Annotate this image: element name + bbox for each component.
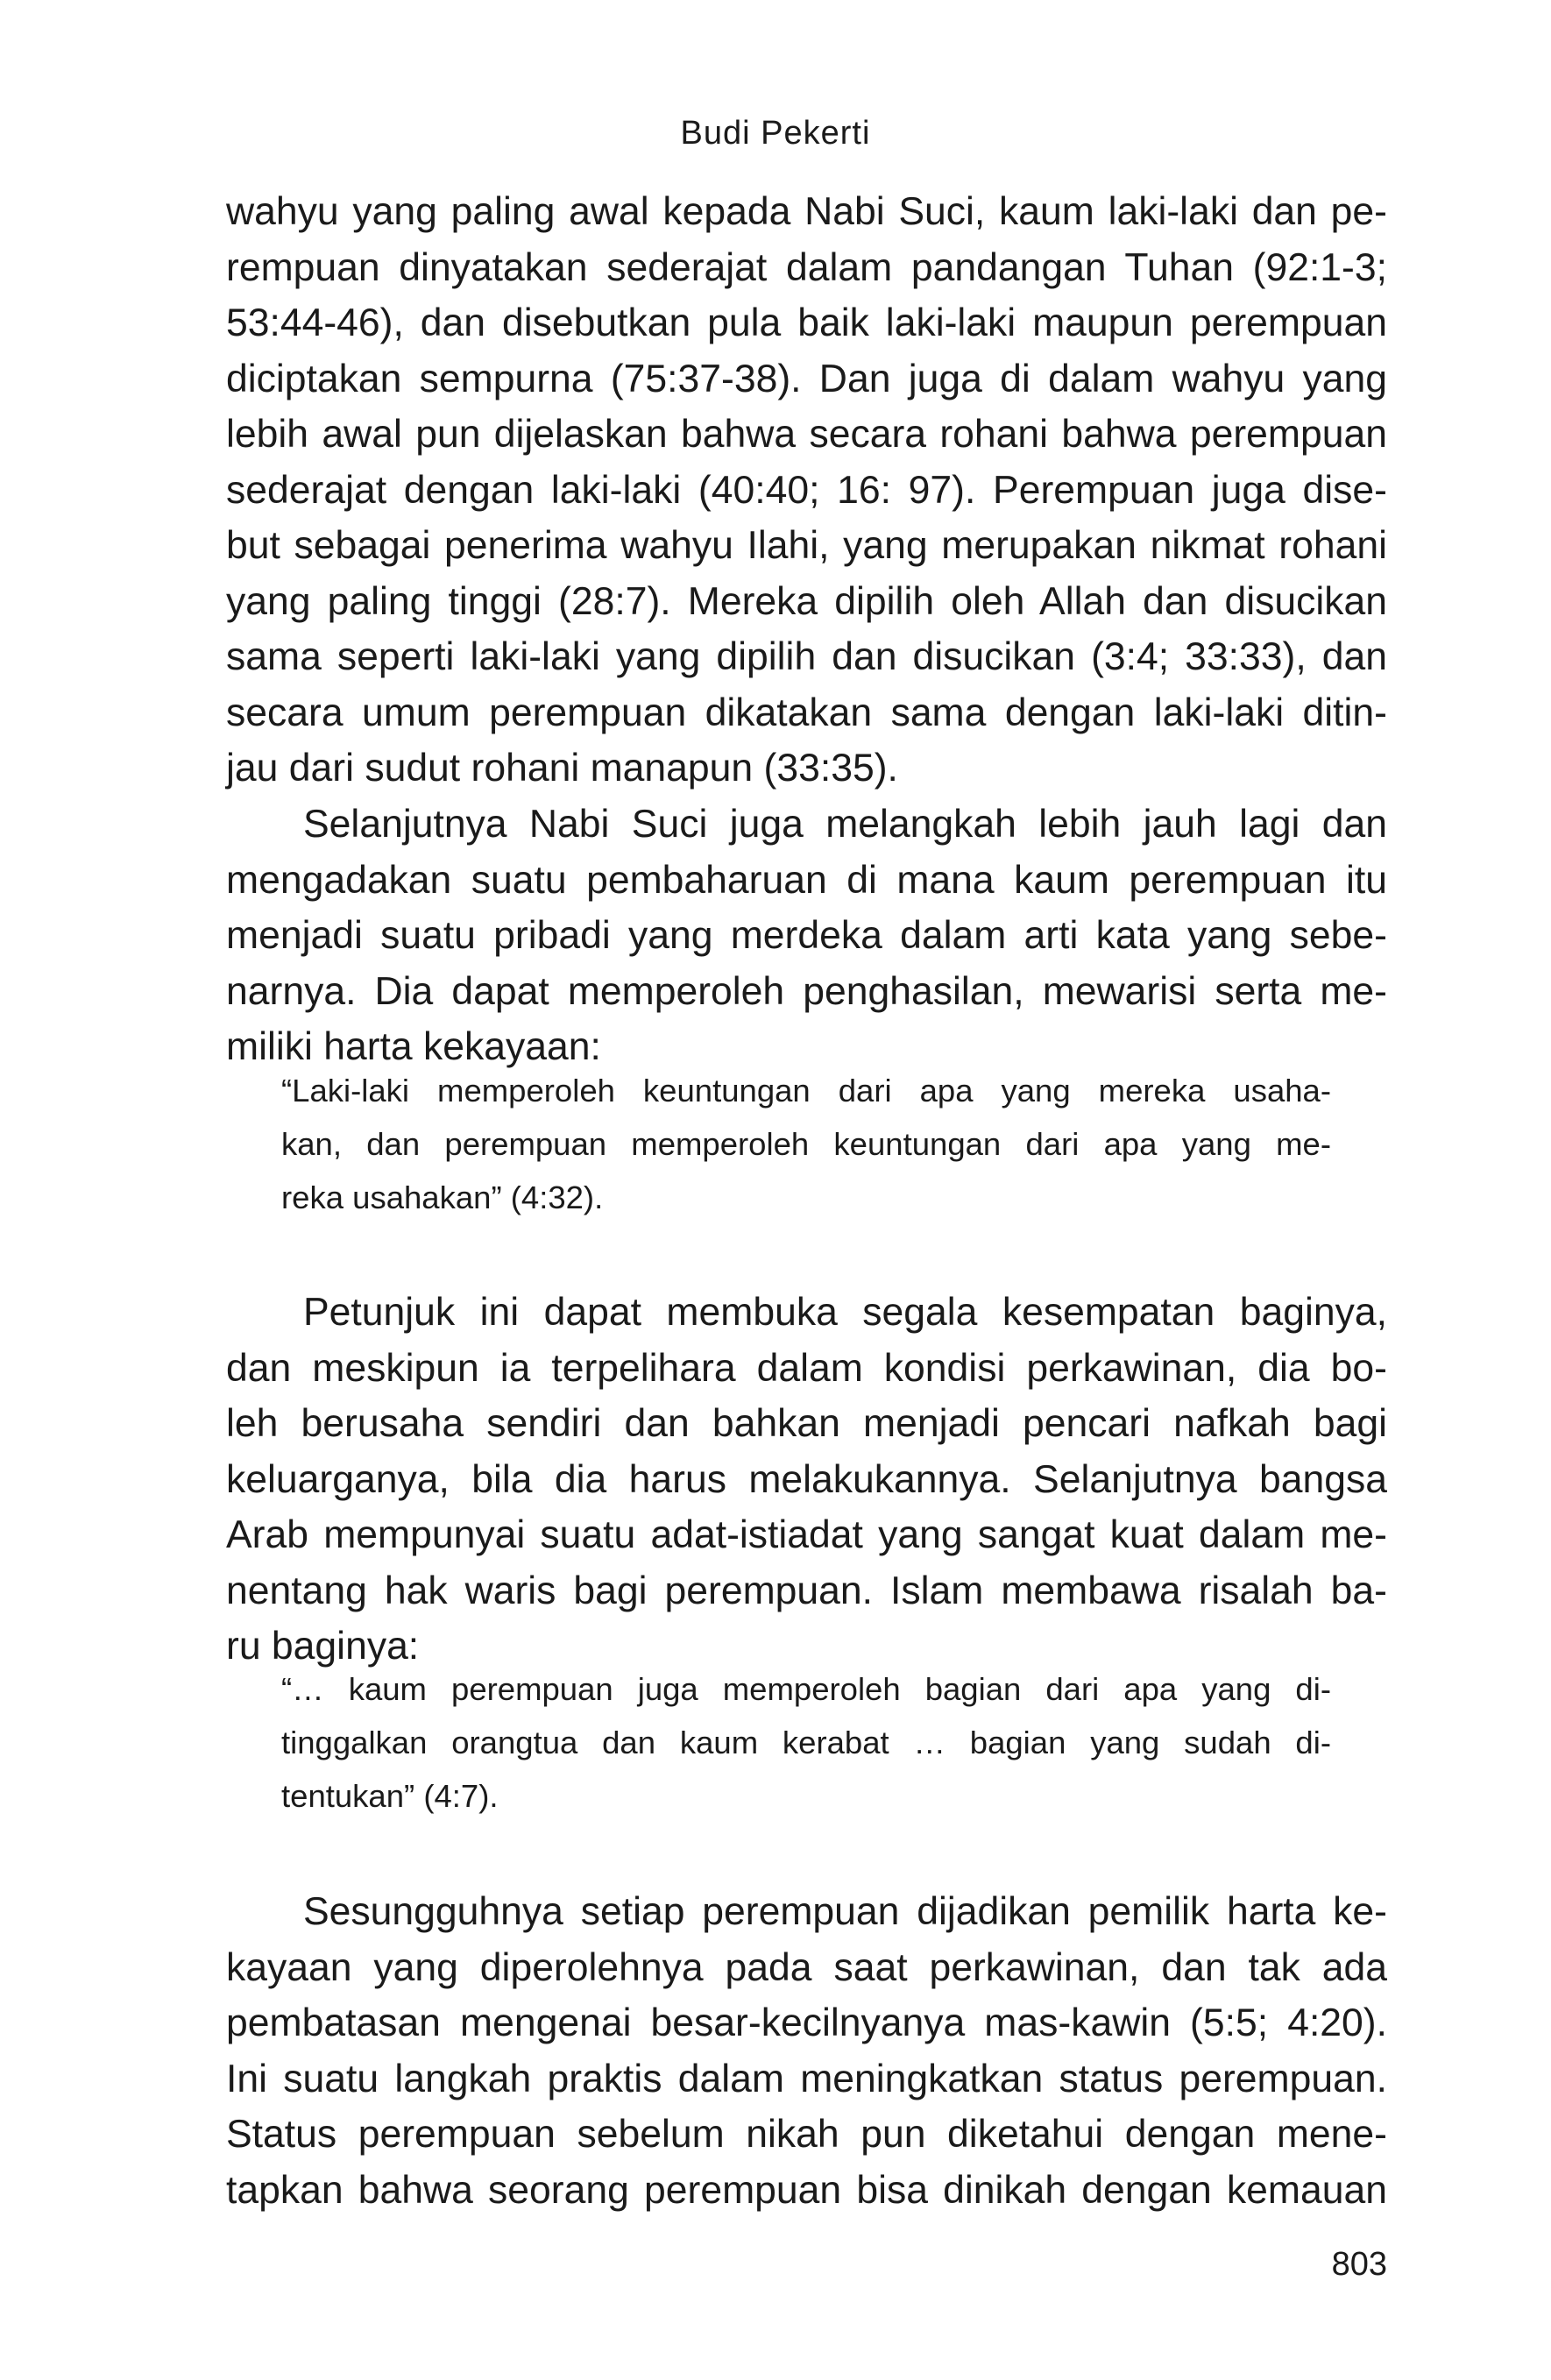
text-line: dan meskipun ia terpelihara dalam kondisi perkawinan, dia bo- — [226, 1346, 1387, 1390]
paragraph-4 — [226, 1884, 1387, 2218]
text-line: Arab mempunyai suatu adat-istiadat yang sangat kuat dalam me- — [226, 1513, 1387, 1556]
text-line: tapkan bahwa seorang perempuan bisa dinikah dengan kemauan — [226, 2168, 1387, 2212]
text-line: keluarganya, bila dia harus melakukannya. Selanjutnya bangsa — [226, 1457, 1387, 1501]
text-line: secara umum perempuan dikatakan sama dengan laki-laki ditin- — [226, 691, 1387, 734]
text-line: menjadi suatu pribadi yang merdeka dalam arti kata yang sebe- — [226, 914, 1387, 957]
text-line: jau dari sudut rohani manapun (33:35). — [226, 747, 898, 790]
quote-line: “Laki-laki memperoleh keuntungan dari apa yang mereka usaha- — [281, 1073, 1331, 1109]
text-line: Ini suatu langkah praktis dalam meningkatkan status perempuan. — [226, 2057, 1387, 2100]
paragraph-1 — [226, 184, 1387, 797]
text-line: Status perempuan sebelum nikah pun diketahui dengan mene- — [226, 2113, 1387, 2156]
text-line: ru baginya: — [226, 1625, 420, 1668]
text-line: narnya. Dia dapat memperoleh penghasilan, mewarisi serta me- — [226, 969, 1387, 1013]
text-line: yang paling tinggi (28:7). Mereka dipilih oleh Allah dan disucikan — [226, 579, 1387, 623]
block-quote-2 — [281, 1662, 1331, 1823]
text-line: Selanjutnya Nabi Suci juga melangkah lebih jauh lagi dan — [303, 803, 1387, 846]
page-number: 803 — [1331, 2246, 1387, 2283]
text-line: mengadakan suatu pembaharuan di mana kaum perempuan itu — [226, 858, 1387, 902]
quote-line: tinggalkan orangtua dan kaum kerabat … bagian yang sudah di- — [281, 1725, 1331, 1760]
quote-line: “… kaum perempuan juga memperoleh bagian dari apa yang di- — [281, 1671, 1331, 1707]
text-line: 53:44-46), dan disebutkan pula baik laki-laki maupun perempuan — [226, 301, 1387, 344]
text-line: kayaan yang diperolehnya pada saat perkawinan, dan tak ada — [226, 1945, 1387, 1989]
text-line: lebih awal pun dijelaskan bahwa secara rohani bahwa perempuan — [226, 413, 1387, 456]
text-line: wahyu yang paling awal kepada Nabi Suci, kaum laki-laki dan pe- — [226, 190, 1387, 233]
text-line: rempuan dinyatakan sederajat dalam pandangan Tuhan (92:1-3; — [226, 245, 1387, 289]
text-line: diciptakan sempurna (75:37-38). Dan juga di dalam wahyu yang — [226, 357, 1387, 400]
paragraph-2 — [226, 797, 1387, 1075]
block-quote-1 — [281, 1064, 1331, 1224]
text-line: miliki harta kekayaan: — [226, 1025, 601, 1068]
text-line: Sesungguhnya setiap perempuan dijadikan pemilik harta ke- — [303, 1890, 1387, 1933]
paragraph-3 — [226, 1285, 1387, 1675]
text-line: sama seperti laki-laki yang dipilih dan disucikan (3:4; 33:33), dan — [226, 635, 1387, 678]
text-line: nentang hak waris bagi perempuan. Islam membawa risalah ba- — [226, 1569, 1387, 1612]
quote-line: kan, dan perempuan memperoleh keuntungan dari apa yang me- — [281, 1126, 1331, 1162]
text-line: but sebagai penerima wahyu Ilahi, yang merupakan nikmat rohani — [226, 524, 1387, 567]
text-line: Petunjuk ini dapat membuka segala kesempatan baginya, — [303, 1291, 1387, 1334]
quote-line: reka usahakan” (4:32). — [281, 1179, 604, 1215]
quote-line: tentukan” (4:7). — [281, 1778, 499, 1814]
text-line: sederajat dengan laki-laki (40:40; 16: 97). Perempuan juga dise- — [226, 468, 1387, 512]
text-line: leh berusaha sendiri dan bahkan menjadi pencari nafkah bagi — [226, 1402, 1387, 1445]
text-line: pembatasan mengenai besar-kecilnyanya mas-kawin (5:5; 4:20). — [226, 2001, 1387, 2044]
running-head: Budi Pekerti — [680, 115, 871, 152]
